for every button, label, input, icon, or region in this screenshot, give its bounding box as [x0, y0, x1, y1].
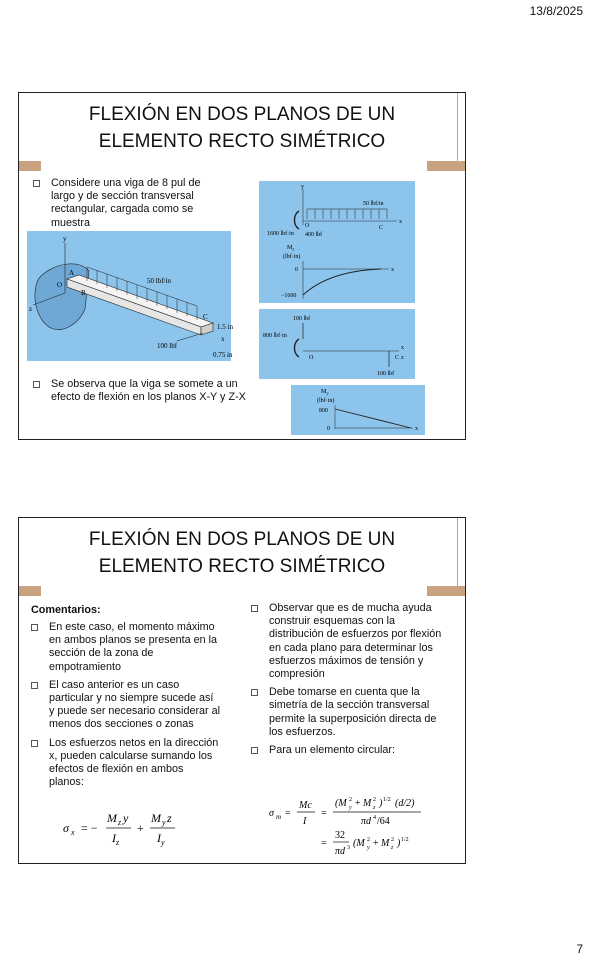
- my-tick-max: 800: [319, 408, 328, 414]
- svg-text:m: m: [276, 813, 282, 821]
- my-tick-zero: 0: [327, 426, 330, 432]
- list-item: Se observa que la viga se somete a un efecto de flexión en los planos X-Y y Z-X: [33, 378, 248, 404]
- axis-y-label: y: [301, 184, 304, 190]
- svg-text:M: M: [363, 798, 372, 809]
- list-item: Los esfuerzos netos en la dirección x, pueden calcularse sumando los efectos de flexión en ambos planos:: [31, 737, 221, 790]
- svg-text:I: I: [112, 831, 116, 845]
- list-item: Observar que es de mucha ayuda construir esquemas con la distribución de esfuerzos por flexión en cada plano para determinar los esfuerzos máximos de tensión y compresión: [251, 602, 451, 681]
- svg-text:z: z: [373, 805, 376, 811]
- mz-axis-x: x: [391, 267, 394, 273]
- square-bullet-icon: [31, 740, 38, 747]
- label-y: y: [63, 235, 67, 243]
- svg-text:(M: (M: [335, 798, 347, 809]
- mz-units: (lbf·in): [283, 254, 301, 260]
- svg-text:32: 32: [335, 830, 345, 841]
- left-bullet-list: [31, 621, 221, 794]
- svg-text:2: 2: [391, 837, 394, 843]
- label-C: C: [203, 313, 208, 321]
- svg-text:(M: (M: [353, 838, 365, 849]
- accent-bar-left: [19, 161, 41, 171]
- svg-text:2: 2: [367, 837, 370, 843]
- slide-2: [18, 517, 466, 864]
- force-label: 100 lbf: [157, 342, 178, 350]
- circular-formula: [269, 794, 439, 863]
- slide-1: [18, 92, 466, 440]
- slide-title: [19, 526, 465, 580]
- comments-heading: Comentarios:: [31, 604, 101, 616]
- svg-text:3: 3: [347, 845, 350, 851]
- width-label: 0.75 in: [213, 351, 233, 359]
- xy-point-C: C: [379, 225, 384, 231]
- list-item: El caso anterior es un caso particular y no siempre sucede así y puede ser necesario considerar al menos dos secciones o zonas: [31, 679, 221, 732]
- xy-plane-figure: [259, 181, 415, 303]
- svg-text:z: z: [116, 838, 120, 847]
- bullet-list-1: [33, 177, 223, 235]
- list-item: Considere una viga de 8 pul de largo y de sección transversal rectangular, cargada como se muestra: [33, 177, 223, 230]
- square-bullet-icon: [31, 682, 38, 689]
- svg-text:σ: σ: [269, 808, 274, 819]
- mz-tick-min: −1600: [281, 293, 297, 299]
- svg-text:x: x: [71, 828, 75, 837]
- svg-text:y: y: [161, 838, 165, 847]
- svg-text:4: 4: [373, 815, 376, 821]
- svg-text:=: =: [321, 808, 327, 819]
- label-x: x: [221, 335, 225, 343]
- height-label: 1.5 in: [217, 323, 233, 331]
- list-item: Debe tomarse en cuenta que la simetría de la sección transversal permite la superposición directa de los esfuerzos.: [251, 686, 451, 739]
- zx-force-c-label: 100 lbf: [377, 371, 395, 377]
- slide-title: [19, 101, 465, 155]
- svg-text:=: =: [321, 838, 327, 849]
- square-bullet-icon: [251, 747, 258, 754]
- label-B: B: [81, 289, 86, 297]
- svg-text:y: y: [123, 811, 129, 825]
- svg-text:z: z: [391, 845, 394, 851]
- svg-text:z: z: [167, 811, 172, 825]
- svg-text:=: =: [285, 808, 291, 819]
- list-item: Para un elemento circular:: [251, 744, 451, 757]
- my-axis-x: x: [415, 426, 418, 432]
- svg-text:z: z: [118, 818, 122, 827]
- svg-text:1/2: 1/2: [383, 797, 391, 803]
- xy-reaction-label: 400 lbf: [305, 232, 323, 238]
- svg-text:σ: σ: [63, 821, 69, 835]
- xy-point-O: O: [305, 223, 310, 229]
- page-number: 7: [576, 942, 583, 956]
- zx-plane-figure: [259, 309, 415, 379]
- svg-text:y: y: [349, 805, 352, 811]
- svg-text:I: I: [157, 831, 161, 845]
- svg-text:πd: πd: [335, 846, 346, 857]
- title-line-1: FLEXIÓN EN DOS PLANOS DE UN: [88, 529, 396, 550]
- svg-text:y: y: [367, 845, 370, 851]
- load-label: 50 lbf/in: [147, 277, 171, 285]
- list-item: En este caso, el momento máximo en ambos planos se presenta en la sección de la zona de empotramiento: [31, 621, 221, 674]
- title-line-2: ELEMENTO RECTO SIMÉTRICO: [98, 556, 386, 577]
- my-moment-diagram: [291, 385, 425, 435]
- svg-text:M: M: [381, 838, 390, 849]
- svg-text:y: y: [162, 818, 166, 827]
- zx-point-O: O: [309, 355, 314, 361]
- my-label: $M_y$: [321, 389, 329, 396]
- svg-text:I: I: [303, 816, 307, 827]
- accent-bar-right: [427, 161, 465, 171]
- square-bullet-icon: [31, 624, 38, 631]
- zx-force-label: 100 lbf: [293, 316, 311, 322]
- svg-text:+: +: [137, 821, 144, 835]
- square-bullet-icon: [251, 605, 258, 612]
- svg-text:2: 2: [349, 797, 352, 803]
- axis-x-label: x: [399, 219, 402, 225]
- square-bullet-icon: [33, 381, 40, 388]
- label-A: A: [69, 269, 75, 277]
- svg-text:): ): [379, 798, 383, 809]
- svg-text:1/2: 1/2: [401, 837, 409, 843]
- xy-moment-label: 1600 lbf·in: [267, 231, 294, 237]
- zx-axis-x: x: [401, 345, 404, 351]
- right-bullet-list: [251, 602, 451, 762]
- zx-axis-z: z: [401, 355, 404, 361]
- accent-bar-left: [19, 586, 41, 596]
- label-z: z: [29, 305, 33, 313]
- my-units: (lbf·in): [317, 398, 335, 404]
- page-date: 13/8/2025: [529, 4, 583, 18]
- svg-text:= −: = −: [81, 821, 98, 835]
- label-O: O: [57, 281, 63, 289]
- svg-text:+: +: [373, 838, 379, 849]
- stress-formula: [63, 808, 203, 857]
- svg-text:πd: πd: [361, 816, 372, 827]
- title-line-1: FLEXIÓN EN DOS PLANOS DE UN: [88, 104, 396, 125]
- zx-moment-label: 800 lbf·in: [263, 333, 287, 339]
- svg-text:): ): [397, 838, 401, 849]
- svg-text:+: +: [355, 798, 361, 809]
- svg-text:/64: /64: [377, 816, 390, 827]
- beam-figure: [27, 231, 231, 361]
- svg-text:M: M: [151, 811, 161, 825]
- title-line-2: ELEMENTO RECTO SIMÉTRICO: [98, 131, 386, 152]
- zx-point-C: C: [395, 355, 400, 361]
- bullet-list-2: [33, 378, 248, 409]
- square-bullet-icon: [251, 689, 258, 696]
- svg-text:2: 2: [373, 797, 376, 803]
- mz-tick-zero: 0: [295, 267, 298, 273]
- svg-text:M: M: [107, 811, 117, 825]
- svg-text:(d/2): (d/2): [395, 798, 415, 809]
- mz-label: $M_z$: [287, 245, 295, 252]
- xy-load-label: 50 lbf/in: [363, 201, 384, 207]
- svg-text:Mc: Mc: [299, 800, 312, 811]
- accent-bar-right: [427, 586, 465, 596]
- square-bullet-icon: [33, 180, 40, 187]
